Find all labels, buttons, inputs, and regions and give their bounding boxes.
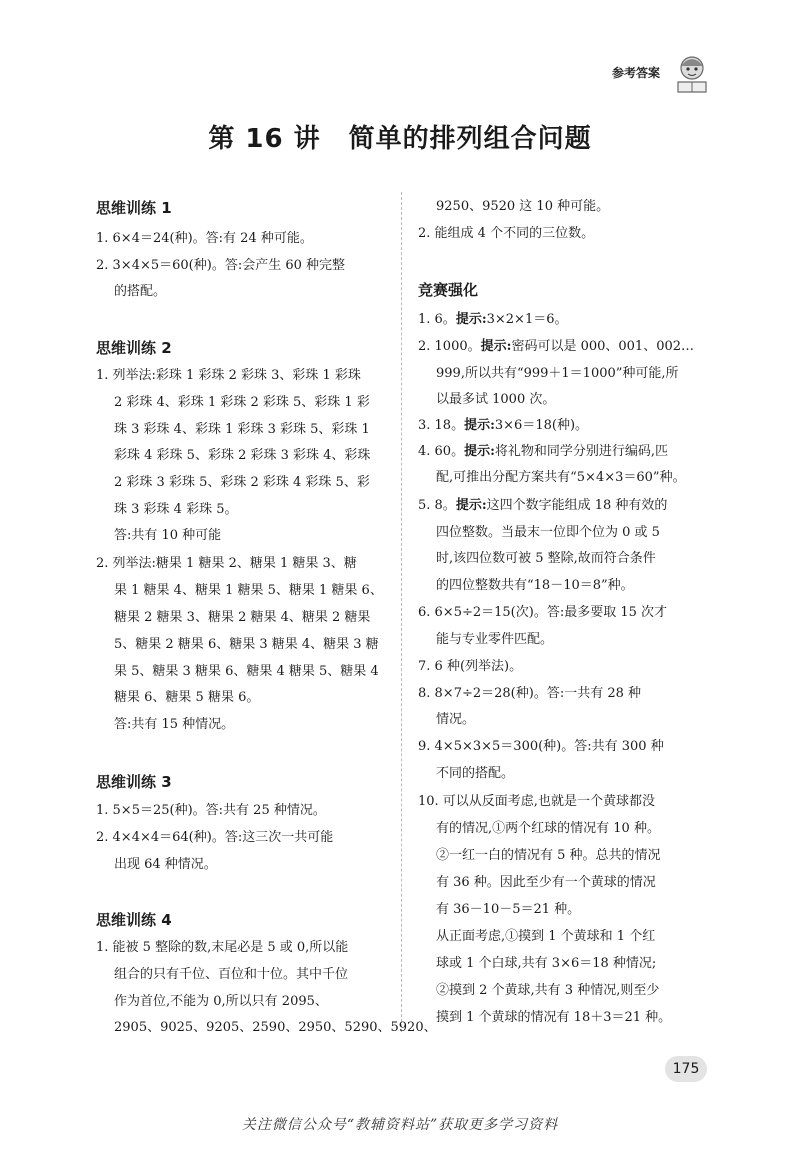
answer-text: 密码可以是 000、001、002… xyxy=(511,339,695,354)
answer-text: 有的情况,①两个红球的情况有 10 种。 xyxy=(436,821,660,836)
answer-line xyxy=(436,821,660,837)
answer-line xyxy=(436,766,514,782)
answer-prefix: 6. 6×5÷2＝15(次)。答:最多要取 15 次才 xyxy=(418,605,668,620)
answer-line xyxy=(436,875,656,891)
page-title xyxy=(0,118,800,155)
answer-text: 能与专业零件匹配。 xyxy=(436,632,554,647)
answer-line: 答:共有 15 种情况。 xyxy=(114,717,235,732)
answer-line xyxy=(436,929,655,945)
answer-line xyxy=(418,418,588,434)
answer-text: 将礼物和同学分别进行编码,匹 xyxy=(494,444,669,459)
answer-line: 果 5、糖果 3 糖果 6、糖果 4 糖果 5、糖果 4 xyxy=(114,664,379,679)
answer-text: 以最多试 1000 次。 xyxy=(436,392,556,407)
answer-line xyxy=(418,339,694,355)
answer-line xyxy=(436,848,661,864)
section-heading-3: 思维训练 3 xyxy=(96,773,172,791)
answer-line: 2. 能组成 4 个不同的三位数。 xyxy=(418,226,595,241)
answer-line: 糖果 6、糖果 5 糖果 6。 xyxy=(114,690,260,705)
answer-text: 四位整数。当最末一位即个位为 0 或 5 xyxy=(436,525,660,540)
answer-line: 糖果 2 糖果 3、糖果 2 糖果 4、糖果 2 糖果 xyxy=(114,610,371,625)
answer-line xyxy=(436,551,656,567)
answer-line xyxy=(436,983,659,999)
answer-line xyxy=(418,444,668,460)
answer-line: 珠 3 彩珠 4 彩珠 5。 xyxy=(114,502,238,517)
answer-line xyxy=(436,956,656,972)
answer-line: 2. 列举法:糖果 1 糖果 2、糖果 1 糖果 3、糖 xyxy=(96,556,357,571)
answer-text: 999,所以共有“999＋1＝1000”种可能,所 xyxy=(436,366,679,381)
answer-prefix: 1. 6。 xyxy=(418,312,456,327)
answer-text: 3×6＝18(种)。 xyxy=(494,418,589,433)
answer-line xyxy=(418,605,667,621)
answer-prefix: 10. 可以从反面考虑,也就是一个黄球都没 xyxy=(418,794,655,809)
answer-text: ②摸到 2 个黄球,共有 3 种情况,则至少 xyxy=(436,983,660,998)
answer-line xyxy=(436,712,475,728)
header-tag: 参考答案 xyxy=(612,66,661,80)
answer-line: 组合的只有千位、百位和十位。其中千位 xyxy=(114,967,349,982)
answer-line: 的搭配。 xyxy=(114,284,167,299)
answer-text: 从正面考虑,①摸到 1 个黄球和 1 个红 xyxy=(436,929,656,944)
answer-line xyxy=(436,632,553,648)
answer-prefix: 7. 6 种(列举法)。 xyxy=(418,659,523,674)
answer-text: 配,可推出分配方案共有“5×4×3＝60”种。 xyxy=(436,470,686,485)
answer-line: 1. 能被 5 整除的数,末尾必是 5 或 0,所以能 xyxy=(96,940,349,955)
answer-line: 9250、9520 这 10 种可能。 xyxy=(436,199,610,214)
answer-line xyxy=(436,578,634,594)
answer-line: 2905、9025、9205、2590、2950、5290、5920、 xyxy=(114,1020,437,1035)
answer-line xyxy=(436,470,686,486)
hint-label: 提示: xyxy=(455,312,487,327)
answer-prefix: 3. 18。 xyxy=(418,418,465,433)
answer-text: 的四位整数共有“18－10＝8”种。 xyxy=(436,578,634,593)
hint-label: 提示: xyxy=(464,418,495,433)
answer-prefix: 4. 60。 xyxy=(418,444,465,459)
answer-line: 出现 64 种情况。 xyxy=(114,857,217,872)
page-number: 175 xyxy=(665,1056,707,1082)
lecture-topic: 简单的排列组合问题 xyxy=(348,124,592,154)
section-heading-4: 思维训练 4 xyxy=(96,911,172,929)
answer-prefix: 8. 8×7÷2＝28(种)。答:一共有 28 种 xyxy=(418,686,642,701)
answer-line xyxy=(436,392,555,408)
answer-text: 摸到 1 个黄球的情况有 18＋3＝21 种。 xyxy=(436,1010,672,1025)
answer-text: 球或 1 个白球,共有 3×6＝18 种情况; xyxy=(436,956,657,971)
mascot-reading-icon xyxy=(670,52,714,96)
answer-prefix: 5. 8。 xyxy=(418,498,456,513)
answer-line: 1. 列举法:彩珠 1 彩珠 2 彩珠 3、彩珠 1 彩珠 xyxy=(96,368,361,383)
answer-line: 2. 3×4×5＝60(种)。答:会产生 60 种完整 xyxy=(96,258,346,273)
answer-line: 2. 4×4×4＝64(种)。答:这三次一共可能 xyxy=(96,830,334,845)
answer-line xyxy=(436,902,580,918)
hint-label: 提示: xyxy=(455,498,487,513)
column-divider xyxy=(401,192,402,1032)
answer-line xyxy=(418,739,664,755)
answer-text: 有 36－10－5＝21 种。 xyxy=(436,902,581,917)
answer-line: 1. 6×4＝24(种)。答:有 24 种可能。 xyxy=(96,231,313,246)
section-heading-1: 思维训练 1 xyxy=(96,199,172,217)
answer-line: 彩珠 4 彩珠 5、彩珠 2 彩珠 3 彩珠 4、彩珠 xyxy=(114,448,371,463)
answer-text: 情况。 xyxy=(436,712,476,727)
section-heading-5: 竞赛强化 xyxy=(418,281,479,299)
hint-label: 提示: xyxy=(464,444,495,459)
section-heading-2: 思维训练 2 xyxy=(96,339,172,357)
answer-text: 3×2×1＝6。 xyxy=(486,312,568,327)
answer-line: 果 1 糖果 4、糖果 1 糖果 5、糖果 1 糖果 6、 xyxy=(114,583,383,598)
hint-label: 提示: xyxy=(480,339,512,354)
answer-line xyxy=(418,659,522,675)
answer-text: 不同的搭配。 xyxy=(436,766,515,781)
answer-line: 2 彩珠 3 彩珠 5、彩珠 2 彩珠 4 彩珠 5、彩 xyxy=(114,475,370,490)
answer-line xyxy=(436,366,679,382)
answer-text: 有 36 种。因此至少有一个黄球的情况 xyxy=(436,875,656,890)
answer-line xyxy=(418,686,641,702)
answer-line: 1. 5×5＝25(种)。答:共有 25 种情况。 xyxy=(96,803,326,818)
answer-line: 2 彩珠 4、彩珠 1 彩珠 2 彩珠 5、彩珠 1 彩 xyxy=(114,395,370,410)
answer-line: 答:共有 10 种可能 xyxy=(114,528,222,543)
answer-text: 时,该四位数可被 5 整除,故而符合条件 xyxy=(436,551,656,566)
answer-line xyxy=(418,794,655,810)
answer-text: 这四个数字能组成 18 种有效的 xyxy=(486,498,668,513)
answer-line: 作为首位,不能为 0,所以只有 2095、 xyxy=(114,994,328,1009)
answer-prefix: 2. 1000。 xyxy=(418,339,481,354)
answer-text: ②一红一白的情况有 5 种。总共的情况 xyxy=(436,848,661,863)
footer-promo: 关注微信公众号“教辅资料站”获取更多学习资料 xyxy=(241,1117,559,1133)
answer-line xyxy=(436,525,660,541)
answer-line: 5、糖果 2 糖果 6、糖果 3 糖果 4、糖果 3 糖 xyxy=(114,637,379,652)
answer-prefix: 9. 4×5×3×5＝300(种)。答:共有 300 种 xyxy=(418,739,664,754)
answer-line xyxy=(436,1010,671,1026)
answer-line xyxy=(418,312,568,328)
answer-line xyxy=(418,498,667,514)
lecture-number: 第 16 讲 xyxy=(208,124,321,154)
answer-line: 珠 3 彩珠 4、彩珠 1 彩珠 3 彩珠 5、彩珠 1 xyxy=(114,422,370,437)
